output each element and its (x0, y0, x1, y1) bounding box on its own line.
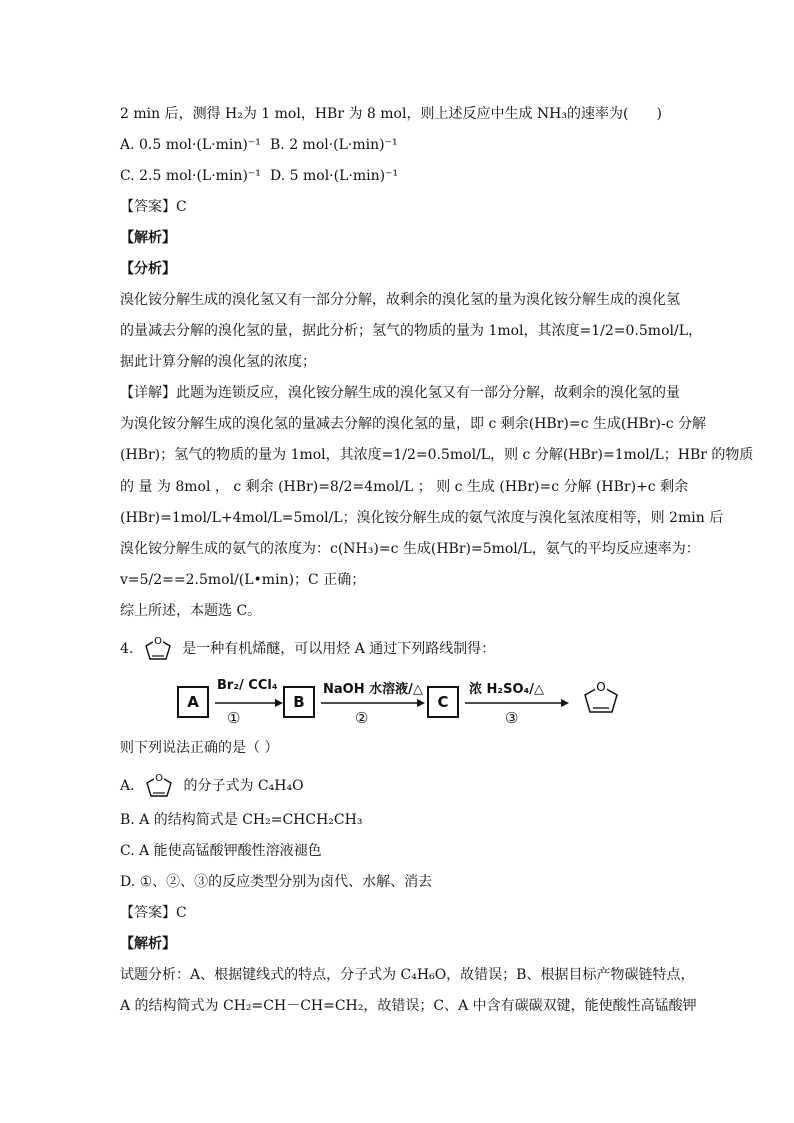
ring-oxygen-label: O (153, 636, 162, 647)
q4-option-a-text: 的分子式为 C₄H₄O (183, 778, 304, 794)
option-b: B. 2 mol·(L·min)⁻¹ (270, 137, 398, 153)
option-d: D. 5 mol·(L·min)⁻¹ (270, 168, 399, 184)
option-a-ring-icon (139, 772, 179, 800)
arrow-2-icon (321, 698, 425, 708)
summary-line: 综上所述，本题选 C。 (120, 603, 262, 619)
compound-b-box: B (283, 686, 315, 718)
arrow-1-icon (215, 698, 283, 708)
detail-line-6: 溴化铵分解生成的氨气的浓度为：c(NH₃)=c 生成(HBr)=5mol/L，氨气的平均反应速率为： (120, 541, 700, 557)
q4-option-d: D. ①、②、③的反应类型分别为卤代、水解、消去 (120, 874, 433, 890)
dihydrofuran-ring-icon (138, 635, 178, 663)
option-a: A. 0.5 mol·(L·min)⁻¹ (120, 137, 261, 153)
step-1-label: ① (227, 709, 241, 727)
arrow-3-icon (465, 698, 569, 708)
answer-label: 【答案】C (120, 199, 187, 215)
analysis-label: 【解析】 (120, 230, 176, 246)
reagent-3: 浓 H₂SO₄/△ (469, 682, 544, 697)
fenxi-label: 【分析】 (120, 261, 176, 277)
q4-option-a (120, 772, 680, 800)
option-a-ring-oxygen-label: O (155, 773, 163, 784)
reaction-scheme (175, 676, 635, 736)
solution-line-1: 试题分析：A、根据键线式的特点，分子式为 C₄H₆O，故错误；B、根据目标产物碳链特点， (120, 967, 695, 983)
q4-option-a-prefix: A. (120, 778, 135, 794)
compound-a-box: A (177, 686, 209, 718)
step-2-label: ② (355, 709, 369, 727)
option-c: C. 2.5 mol·(L·min)⁻¹ (120, 168, 261, 184)
detail-line-4: 的 量 为 8mol ， c 剩余 (HBr)=8/2=4mol/L ； 则 c 生成 (HBr)=c 分解 (HBr)+c 剩余 (120, 479, 689, 495)
detail-line-7: v=5/2==2.5mol/(L•min)；C 正确； (120, 572, 366, 588)
analysis-paragraph-line-3: 据此计算分解的溴化氢的浓度； (120, 354, 316, 370)
reagent-1: Br₂/ CCl₄ (217, 678, 278, 693)
question-stem-line: 2 min 后，测得 H₂为 1 mol，HBr 为 8 mol，则上述反应中生成 NH₃的速率为( ) (120, 106, 662, 122)
product-ring-icon (577, 678, 625, 718)
analysis-paragraph-line-2: 的量减去分解的溴化氢的量，据此分析；氢气的物质的量为 1mol，其浓度=1/2=0.5mol/L， (120, 323, 702, 339)
answer-label-2: 【答案】C (120, 905, 187, 921)
analysis-label-2: 【解析】 (120, 936, 176, 952)
reagent-2: NaOH 水溶液/△ (323, 682, 423, 697)
question-4-stem (120, 635, 680, 663)
solution-line-2: A 的结构简式为 CH₂=CH－CH=CH₂，故错误；C、A 中含有碳碳双键，能使酸性高锰酸钾 (120, 998, 697, 1014)
detail-line-1: 【详解】此题为连锁反应，溴化铵分解生成的溴化氢又有一部分分解，故剩余的溴化氢的量 (120, 385, 680, 401)
question-4-ask: 则下列说法正确的是（ ） (120, 740, 279, 756)
analysis-paragraph-line-1: 溴化铵分解生成的溴化氢又有一部分分解，故剩余的溴化氢的量为溴化铵分解生成的溴化氢 (120, 292, 680, 308)
question-number: 4. (120, 641, 134, 657)
step-3-label: ③ (505, 709, 519, 727)
q4-option-b: B. A 的结构简式是 CH₂=CHCH₂CH₃ (120, 812, 363, 828)
compound-c-box: C (427, 686, 459, 718)
detail-line-3: (HBr)；氢气的物质的量为 1mol，其浓度=1/2=0.5mol/L，则 c 分解(HBr)=1mol/L；HBr 的物质 (120, 447, 754, 463)
q4-option-c: C. A 能使高锰酸钾酸性溶液褪色 (120, 843, 322, 859)
detail-line-2: 为溴化铵分解生成的溴化氢的量减去分解的溴化氢的量，即 c 剩余(HBr)=c 生成(HBr)-c 分解 (120, 416, 707, 432)
product-ring-oxygen-label: O (596, 680, 606, 694)
detail-line-5: (HBr)=1mol/L+4mol/L=5mol/L；溴化铵分解生成的氨气浓度与溴化氢浓度相等，则 2min 后 (120, 510, 724, 526)
question-4-text: 是一种有机烯醚，可以用烃 A 通过下列路线制得： (182, 641, 496, 657)
